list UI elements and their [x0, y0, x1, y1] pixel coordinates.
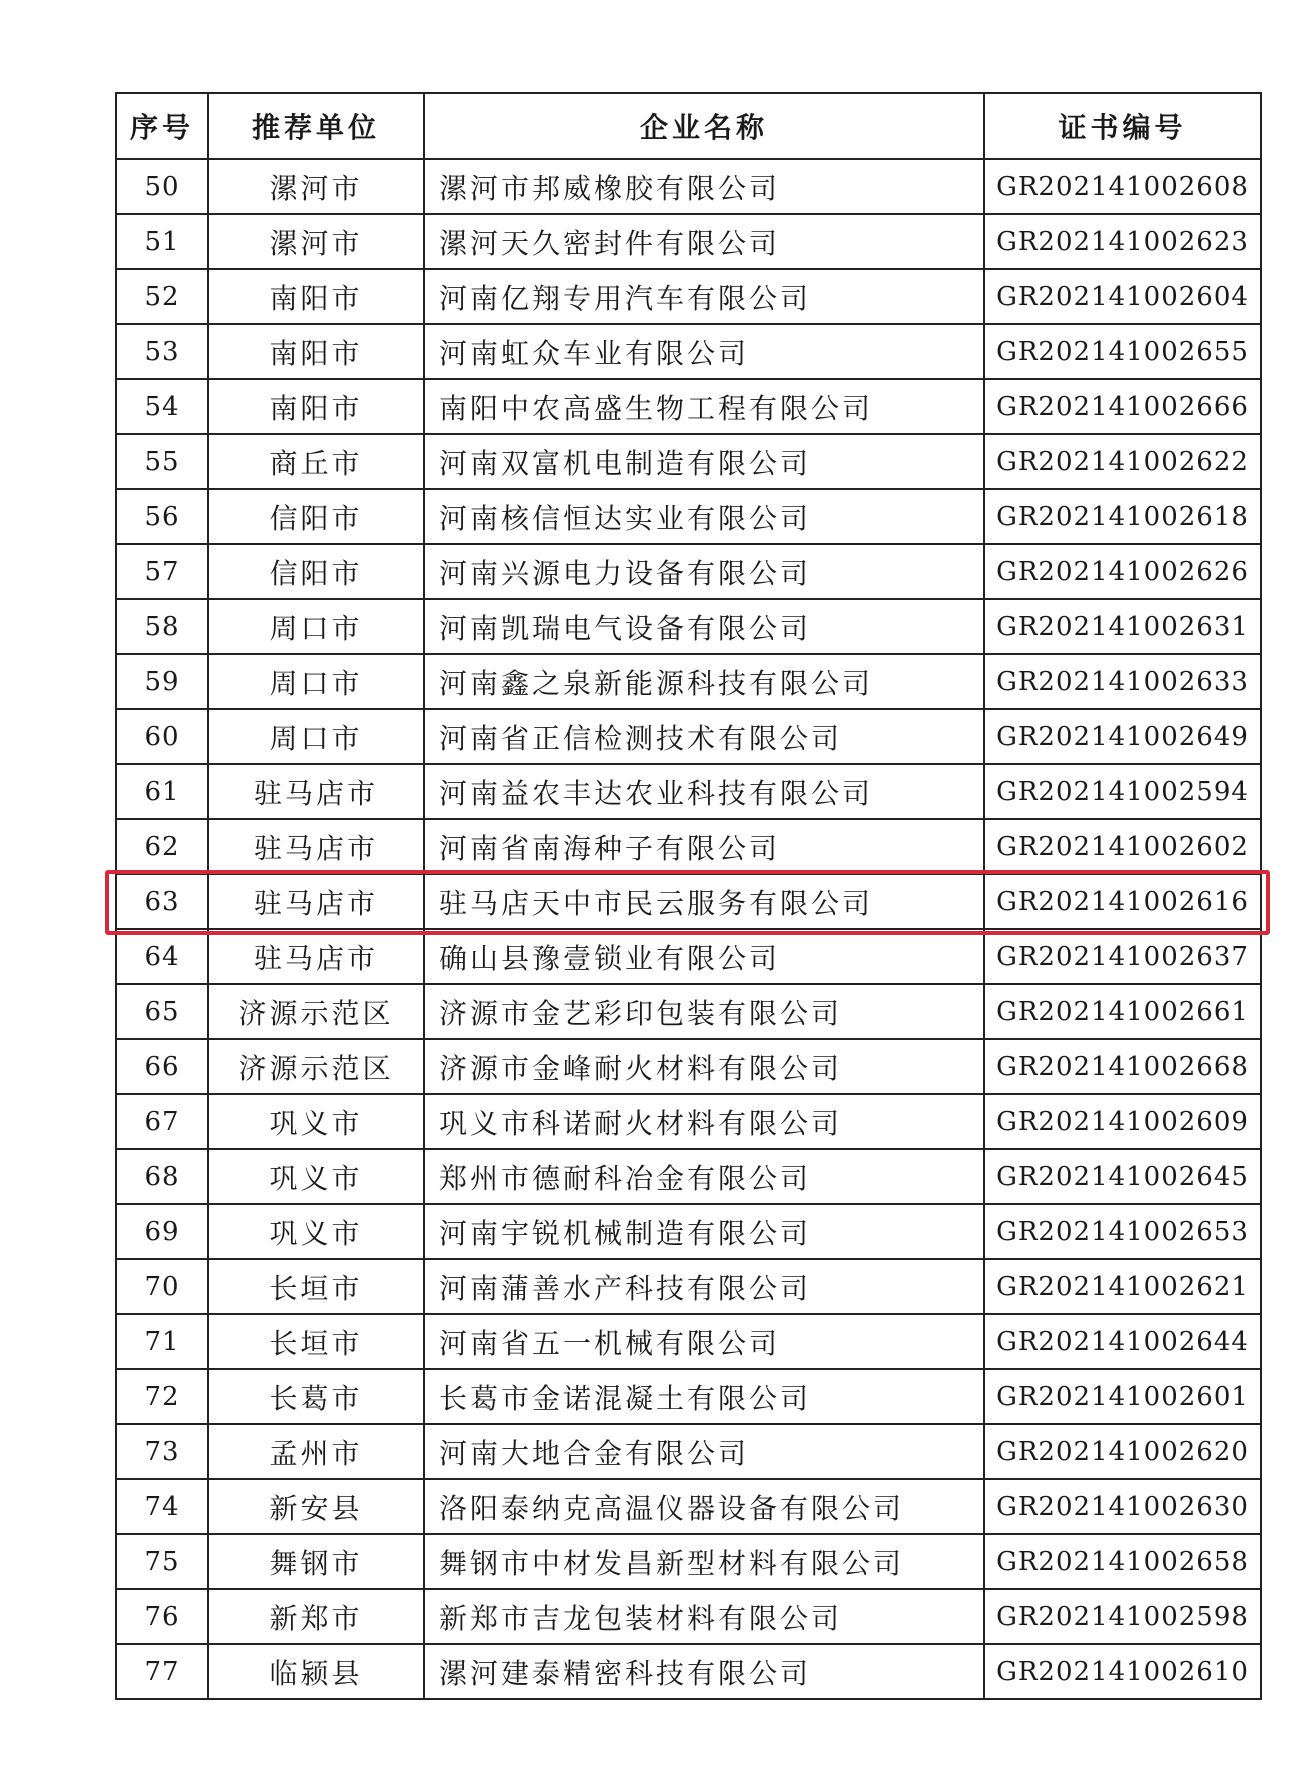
serial-number-cell: 68	[116, 1149, 208, 1204]
serial-number-cell: 70	[116, 1259, 208, 1314]
table-row	[116, 599, 1261, 654]
certificate-number-cell: GR202141002623	[984, 214, 1261, 269]
recommending-unit-cell: 长垣市	[208, 1259, 424, 1314]
table-row	[116, 269, 1261, 324]
recommending-unit-cell: 巩义市	[208, 1149, 424, 1204]
serial-number-cell: 73	[116, 1424, 208, 1479]
header-recommending-unit: 推荐单位	[208, 93, 424, 159]
serial-number-cell: 53	[116, 324, 208, 379]
serial-number-cell: 56	[116, 489, 208, 544]
table-row	[116, 1589, 1261, 1644]
company-name-cell: 郑州市德耐科冶金有限公司	[424, 1149, 984, 1204]
certificate-number-cell: GR202141002666	[984, 379, 1261, 434]
recommending-unit-cell: 巩义市	[208, 1094, 424, 1149]
recommending-unit-cell: 孟州市	[208, 1424, 424, 1479]
serial-number-cell: 54	[116, 379, 208, 434]
company-name-cell: 河南益农丰达农业科技有限公司	[424, 764, 984, 819]
serial-number-cell: 57	[116, 544, 208, 599]
recommending-unit-cell: 商丘市	[208, 434, 424, 489]
certificate-number-cell: GR202141002649	[984, 709, 1261, 764]
company-name-cell: 河南兴源电力设备有限公司	[424, 544, 984, 599]
table-row	[116, 214, 1261, 269]
serial-number-cell: 52	[116, 269, 208, 324]
company-name-cell: 驻马店天中市民云服务有限公司	[424, 874, 984, 929]
table-row	[116, 1039, 1261, 1094]
certificate-number-cell: GR202141002644	[984, 1314, 1261, 1369]
table-row	[116, 764, 1261, 819]
table-header	[116, 93, 1261, 159]
table-row	[116, 159, 1261, 214]
recommending-unit-cell: 驻马店市	[208, 929, 424, 984]
table-row	[116, 434, 1261, 489]
company-name-cell: 洛阳泰纳克高温仪器设备有限公司	[424, 1479, 984, 1534]
recommending-unit-cell: 济源示范区	[208, 1039, 424, 1094]
company-name-cell: 河南亿翔专用汽车有限公司	[424, 269, 984, 324]
company-name-cell: 新郑市吉龙包装材料有限公司	[424, 1589, 984, 1644]
recommending-unit-cell: 信阳市	[208, 489, 424, 544]
serial-number-cell: 63	[116, 874, 208, 929]
serial-number-cell: 61	[116, 764, 208, 819]
recommending-unit-cell: 南阳市	[208, 379, 424, 434]
company-name-cell: 确山县豫壹锁业有限公司	[424, 929, 984, 984]
certificate-number-cell: GR202141002609	[984, 1094, 1261, 1149]
recommending-unit-cell: 漯河市	[208, 214, 424, 269]
table-row	[116, 544, 1261, 599]
serial-number-cell: 62	[116, 819, 208, 874]
company-name-cell: 南阳中农高盛生物工程有限公司	[424, 379, 984, 434]
table-row	[116, 324, 1261, 379]
header-company-name: 企业名称	[424, 93, 984, 159]
table-row	[116, 489, 1261, 544]
table-row	[116, 1094, 1261, 1149]
table-row	[116, 709, 1261, 764]
recommending-unit-cell: 济源示范区	[208, 984, 424, 1039]
company-name-cell: 漯河市邦威橡胶有限公司	[424, 159, 984, 214]
company-name-cell: 河南省南海种子有限公司	[424, 819, 984, 874]
company-name-cell: 巩义市科诺耐火材料有限公司	[424, 1094, 984, 1149]
company-name-cell: 河南大地合金有限公司	[424, 1424, 984, 1479]
serial-number-cell: 60	[116, 709, 208, 764]
serial-number-cell: 65	[116, 984, 208, 1039]
certificate-number-cell: GR202141002608	[984, 159, 1261, 214]
certificate-number-cell: GR202141002616	[984, 874, 1261, 929]
certificate-number-cell: GR202141002601	[984, 1369, 1261, 1424]
recommending-unit-cell: 新安县	[208, 1479, 424, 1534]
table-row	[116, 874, 1261, 929]
company-name-cell: 河南凯瑞电气设备有限公司	[424, 599, 984, 654]
recommending-unit-cell: 驻马店市	[208, 819, 424, 874]
recommending-unit-cell: 长垣市	[208, 1314, 424, 1369]
company-name-cell: 长葛市金诺混凝土有限公司	[424, 1369, 984, 1424]
certificate-number-cell: GR202141002598	[984, 1589, 1261, 1644]
serial-number-cell: 69	[116, 1204, 208, 1259]
company-name-cell: 济源市金峰耐火材料有限公司	[424, 1039, 984, 1094]
certificate-number-cell: GR202141002626	[984, 544, 1261, 599]
enterprise-table	[115, 92, 1262, 1700]
serial-number-cell: 72	[116, 1369, 208, 1424]
certificate-number-cell: GR202141002630	[984, 1479, 1261, 1534]
recommending-unit-cell: 临颍县	[208, 1644, 424, 1699]
recommending-unit-cell: 信阳市	[208, 544, 424, 599]
company-name-cell: 河南蒲善水产科技有限公司	[424, 1259, 984, 1314]
certificate-number-cell: GR202141002604	[984, 269, 1261, 324]
company-name-cell: 济源市金艺彩印包装有限公司	[424, 984, 984, 1039]
table-row	[116, 1424, 1261, 1479]
company-name-cell: 河南省正信检测技术有限公司	[424, 709, 984, 764]
header-serial-number: 序号	[116, 93, 208, 159]
recommending-unit-cell: 周口市	[208, 599, 424, 654]
certificate-number-cell: GR202141002621	[984, 1259, 1261, 1314]
serial-number-cell: 59	[116, 654, 208, 709]
table-row	[116, 1534, 1261, 1589]
recommending-unit-cell: 周口市	[208, 709, 424, 764]
serial-number-cell: 66	[116, 1039, 208, 1094]
company-name-cell: 河南省五一机械有限公司	[424, 1314, 984, 1369]
serial-number-cell: 75	[116, 1534, 208, 1589]
certificate-number-cell: GR202141002653	[984, 1204, 1261, 1259]
recommending-unit-cell: 新郑市	[208, 1589, 424, 1644]
certificate-number-cell: GR202141002631	[984, 599, 1261, 654]
table-row	[116, 1314, 1261, 1369]
serial-number-cell: 74	[116, 1479, 208, 1534]
header-row	[116, 93, 1261, 159]
table-row	[116, 984, 1261, 1039]
document-page	[115, 92, 1260, 1700]
serial-number-cell: 58	[116, 599, 208, 654]
recommending-unit-cell: 巩义市	[208, 1204, 424, 1259]
certificate-number-cell: GR202141002602	[984, 819, 1261, 874]
serial-number-cell: 55	[116, 434, 208, 489]
recommending-unit-cell: 长葛市	[208, 1369, 424, 1424]
certificate-number-cell: GR202141002594	[984, 764, 1261, 819]
recommending-unit-cell: 漯河市	[208, 159, 424, 214]
recommending-unit-cell: 南阳市	[208, 324, 424, 379]
company-name-cell: 河南宇锐机械制造有限公司	[424, 1204, 984, 1259]
company-name-cell: 河南双富机电制造有限公司	[424, 434, 984, 489]
certificate-number-cell: GR202141002655	[984, 324, 1261, 379]
serial-number-cell: 71	[116, 1314, 208, 1369]
certificate-number-cell: GR202141002620	[984, 1424, 1261, 1479]
table-row	[116, 1644, 1261, 1699]
serial-number-cell: 51	[116, 214, 208, 269]
company-name-cell: 舞钢市中材发昌新型材料有限公司	[424, 1534, 984, 1589]
table-row	[116, 1369, 1261, 1424]
certificate-number-cell: GR202141002661	[984, 984, 1261, 1039]
table-row	[116, 1204, 1261, 1259]
certificate-number-cell: GR202141002637	[984, 929, 1261, 984]
company-name-cell: 河南鑫之泉新能源科技有限公司	[424, 654, 984, 709]
table-row	[116, 1479, 1261, 1534]
recommending-unit-cell: 周口市	[208, 654, 424, 709]
table-row	[116, 654, 1261, 709]
header-certificate-number: 证书编号	[984, 93, 1261, 159]
certificate-number-cell: GR202141002658	[984, 1534, 1261, 1589]
serial-number-cell: 67	[116, 1094, 208, 1149]
certificate-number-cell: GR202141002633	[984, 654, 1261, 709]
table-row	[116, 379, 1261, 434]
certificate-number-cell: GR202141002645	[984, 1149, 1261, 1204]
table-row	[116, 819, 1261, 874]
company-name-cell: 河南核信恒达实业有限公司	[424, 489, 984, 544]
serial-number-cell: 50	[116, 159, 208, 214]
certificate-number-cell: GR202141002668	[984, 1039, 1261, 1094]
company-name-cell: 漯河天久密封件有限公司	[424, 214, 984, 269]
certificate-number-cell: GR202141002610	[984, 1644, 1261, 1699]
serial-number-cell: 77	[116, 1644, 208, 1699]
serial-number-cell: 64	[116, 929, 208, 984]
recommending-unit-cell: 驻马店市	[208, 764, 424, 819]
table-body	[116, 159, 1261, 1699]
recommending-unit-cell: 南阳市	[208, 269, 424, 324]
certificate-number-cell: GR202141002622	[984, 434, 1261, 489]
company-name-cell: 河南虹众车业有限公司	[424, 324, 984, 379]
certificate-number-cell: GR202141002618	[984, 489, 1261, 544]
company-name-cell: 漯河建泰精密科技有限公司	[424, 1644, 984, 1699]
serial-number-cell: 76	[116, 1589, 208, 1644]
recommending-unit-cell: 舞钢市	[208, 1534, 424, 1589]
table-row	[116, 1149, 1261, 1204]
recommending-unit-cell: 驻马店市	[208, 874, 424, 929]
table-row	[116, 929, 1261, 984]
table-row	[116, 1259, 1261, 1314]
